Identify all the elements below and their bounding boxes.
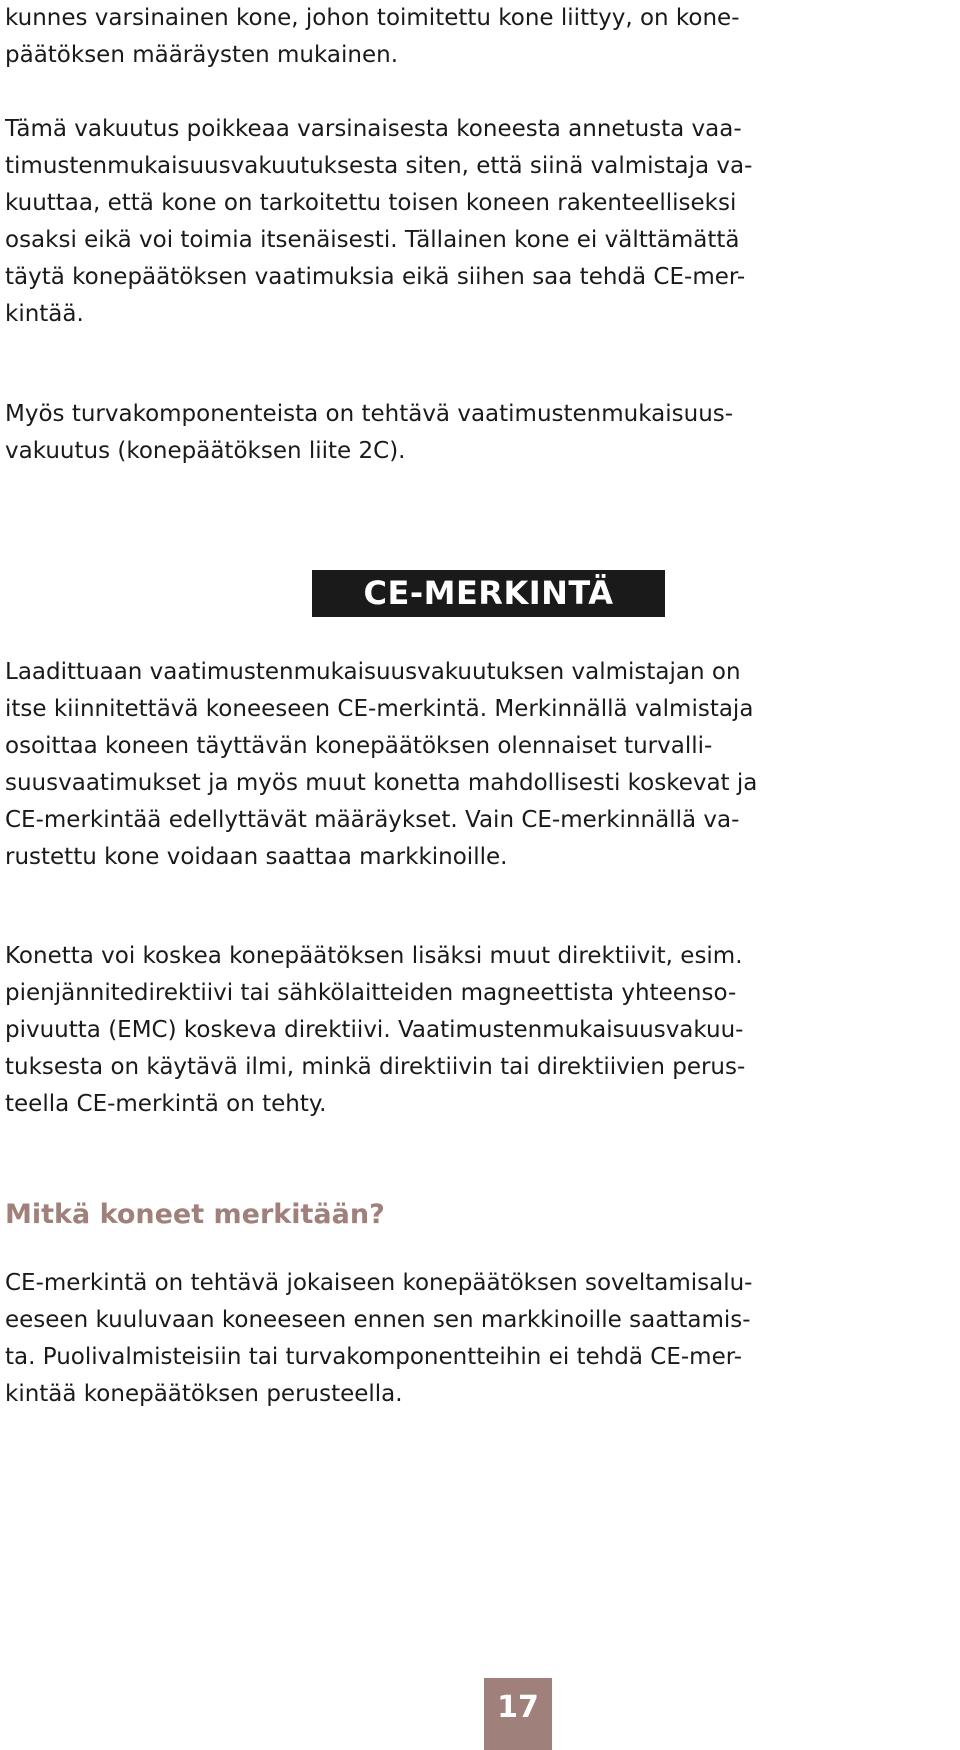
text-line: päätöksen määräysten mukainen. xyxy=(5,42,399,68)
text-line: tuksesta on käytävä ilmi, minkä direktiivin tai direktiivien perus- xyxy=(5,1054,746,1080)
text-line: pienjännitedirektiivi tai sähkölaitteiden magneettista yhteenso- xyxy=(5,980,737,1006)
vakuutus-paragraph xyxy=(5,111,960,333)
text-line: täytä konepäätöksen vaatimuksia eikä siihen saa tehdä CE-mer- xyxy=(5,264,746,290)
text-line: kintää. xyxy=(5,301,84,327)
text-line: Konetta voi koskea konepäätöksen lisäksi muut direktiivit, esim. xyxy=(5,943,743,969)
text-line: CE-merkintää edellyttävät määräykset. Vain CE-merkinnällä va- xyxy=(5,807,740,833)
text-line: CE-merkintä on tehtävä jokaiseen konepäätöksen soveltamisalu- xyxy=(5,1270,753,1296)
text-line: Myös turvakomponenteista on tehtävä vaatimustenmukaisuus- xyxy=(5,401,734,427)
text-line: ta. Puolivalmisteisiin tai turvakomponentteihin ei tehdä CE-mer- xyxy=(5,1344,742,1370)
subheading: Mitkä koneet merkitään? xyxy=(5,1199,385,1230)
text-line: kuuttaa, että kone on tarkoitettu toisen koneen rakenteelliseksi xyxy=(5,190,737,216)
text-line: Laadittuaan vaatimustenmukaisuusvakuutuksen valmistajan on xyxy=(5,659,741,685)
marked-machines-paragraph xyxy=(5,1265,960,1413)
text-line: timustenmukaisuusvakuutuksesta siten, että siinä valmistaja va- xyxy=(5,153,753,179)
page-number: 17 xyxy=(484,1678,552,1750)
text-line: itse kiinnitettävä koneeseen CE-merkintä. Merkinnällä valmistaja xyxy=(5,696,754,722)
text-line: osaksi eikä voi toimia itsenäisesti. Tällainen kone ei välttämättä xyxy=(5,227,740,253)
directives-paragraph xyxy=(5,938,960,1123)
turvakomponentit-paragraph xyxy=(5,396,960,470)
text-line: kunnes varsinainen kone, johon toimitettu kone liittyy, on kone- xyxy=(5,5,740,31)
ce-marking-paragraph xyxy=(5,654,960,876)
intro-paragraph xyxy=(5,0,960,74)
text-line: vakuutus (konepäätöksen liite 2C). xyxy=(5,438,406,464)
text-line: kintää konepäätöksen perusteella. xyxy=(5,1381,403,1407)
text-line: teella CE-merkintä on tehty. xyxy=(5,1091,327,1117)
text-line: pivuutta (EMC) koskeva direktiivi. Vaatimustenmukaisuusvakuu- xyxy=(5,1017,744,1043)
text-line: Tämä vakuutus poikkeaa varsinaisesta koneesta annetusta vaa- xyxy=(5,116,742,142)
section-title-banner: CE-MERKINTÄ xyxy=(312,570,665,617)
text-line: osoittaa koneen täyttävän konepäätöksen olennaiset turvalli- xyxy=(5,733,713,759)
text-line: rustettu kone voidaan saattaa markkinoille. xyxy=(5,844,508,870)
text-line: eeseen kuuluvaan koneeseen ennen sen markkinoille saattamis- xyxy=(5,1307,751,1333)
text-line: suusvaatimukset ja myös muut konetta mahdollisesti koskevat ja xyxy=(5,770,758,796)
